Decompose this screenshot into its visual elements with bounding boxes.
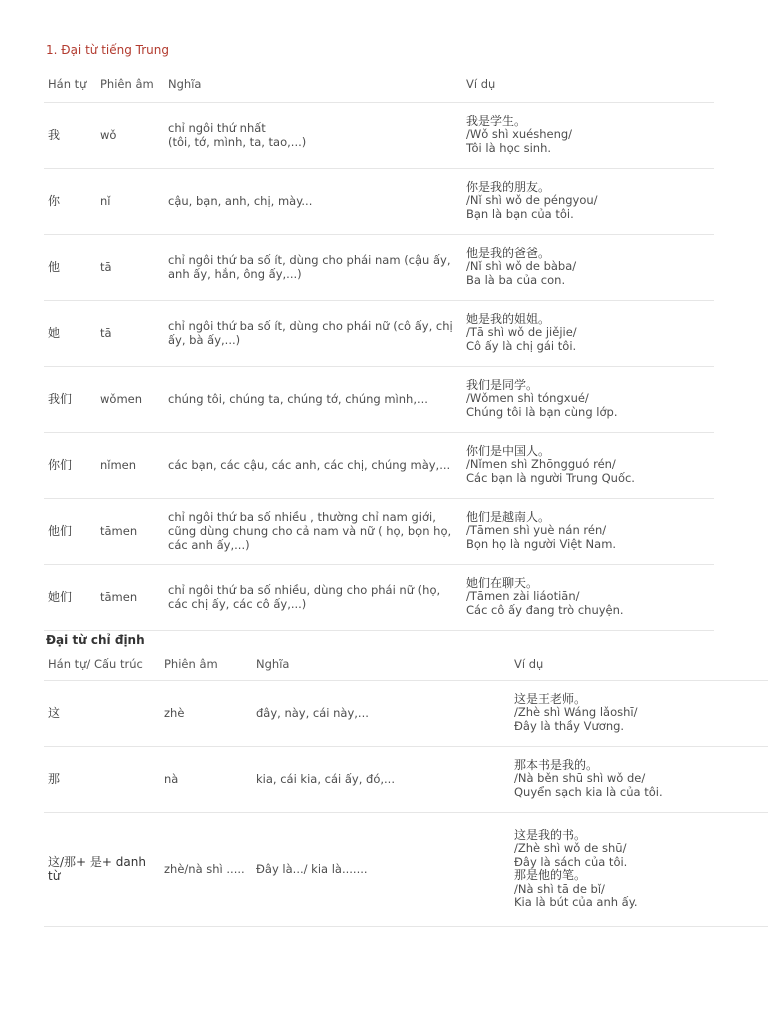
example-translation: Quyển sạch kia là của tôi. [514, 784, 663, 799]
table-row [44, 366, 714, 432]
han-tu-cell: 我们 [44, 366, 96, 432]
example-translation: Các cô ấy đang trò chuyện. [466, 602, 624, 617]
example-cell [462, 366, 714, 432]
example-chinese: 她们在聊天。 [466, 575, 539, 590]
table-row [44, 746, 768, 812]
example-translation: Cô ấy là chị gái tôi. [466, 338, 577, 353]
section-subtitle: Đại từ chỉ định [46, 633, 145, 647]
meaning-cell: chúng tôi, chúng ta, chúng tớ, chúng mình,... [164, 366, 462, 432]
pinyin-cell: tā [96, 300, 164, 366]
meaning-cell: chỉ ngôi thứ ba số ít, dùng cho phái nam (cậu ấy, anh ấy, hắn, ông ấy,...) [164, 234, 462, 300]
example-translation: Đây là sách của tôi. [514, 854, 628, 869]
example-chinese: 我是学生。 [466, 113, 527, 128]
han-tu-cell: 这 [44, 680, 160, 746]
table-row [44, 564, 714, 630]
column-header-phien-am: Phiên âm [164, 656, 218, 671]
meaning-cell: chỉ ngôi thứ ba số nhiều , thường chỉ nam giới, cũng dùng chung cho cả nam và nữ ( họ, bọn họ, các anh ấy,...) [164, 498, 462, 564]
example-cell [462, 102, 714, 168]
example-pinyin: /Wǒ shì xuésheng/ [466, 127, 573, 142]
table-row [44, 300, 714, 366]
meaning-cell: chỉ ngôi thứ ba số ít, dùng cho phái nữ (cô ấy, chị ấy, bà ấy,...) [164, 300, 462, 366]
pinyin-cell: nà [160, 746, 252, 812]
example-translation: Ba là ba của con. [466, 272, 566, 287]
table-row [44, 498, 714, 564]
han-tu-cell: 那 [44, 746, 160, 812]
example-pinyin: /Zhè shì Wáng lǎoshī/ [514, 705, 638, 720]
example-cell [462, 234, 714, 300]
example-chinese: 这是我的书。 [514, 827, 587, 842]
example-cell [510, 812, 768, 926]
example-pinyin: /Zhè shì wǒ de shū/ [514, 841, 627, 855]
section-title: 1. Đại từ tiếng Trung [46, 43, 169, 57]
example-pinyin: /Tāmen shì yuè nán rén/ [466, 523, 607, 538]
example-chinese: 他们是越南人。 [466, 509, 551, 524]
pinyin-cell: tāmen [96, 564, 164, 630]
example-cell [462, 168, 714, 234]
example-chinese: 这是王老师。 [514, 691, 587, 706]
meaning-cell: cậu, bạn, anh, chị, mày... [164, 168, 462, 234]
example-chinese: 那本书是我的。 [514, 757, 599, 772]
example-pinyin: /Nǐ shì wǒ de bàba/ [466, 259, 577, 274]
han-tu-cell: 他们 [44, 498, 96, 564]
example-translation: Bạn là bạn của tôi. [466, 206, 574, 221]
table-row [44, 812, 768, 926]
example-cell [510, 746, 768, 812]
column-header-vi-du: Ví dụ [514, 656, 544, 671]
example-chinese: 我们是同学。 [466, 377, 539, 392]
example-cell [462, 432, 714, 498]
example-cell [462, 300, 714, 366]
example-pinyin: /Nǐmen shì Zhōngguó rén/ [466, 457, 616, 472]
example-chinese: 那是他的笔。 [514, 868, 587, 882]
column-header-phien-am: Phiên âm [100, 76, 154, 91]
example-translation: Tôi là học sinh. [466, 140, 552, 155]
pinyin-cell: tā [96, 234, 164, 300]
column-header-han-tu: Hán tự [48, 76, 87, 91]
demonstrative-table [44, 648, 768, 927]
meaning-cell: đây, này, cái này,... [252, 680, 510, 746]
han-tu-cell: 他 [44, 234, 96, 300]
pinyin-cell: wǒ [96, 102, 164, 168]
example-chinese: 你们是中国人。 [466, 443, 551, 458]
example-chinese: 她是我的姐姐。 [466, 311, 551, 326]
meaning-cell: chỉ ngôi thứ ba số nhiều, dùng cho phái nữ (họ, các chị ấy, các cô ấy,...) [164, 564, 462, 630]
table-row [44, 680, 768, 746]
example-pinyin: /Tāmen zài liáotiān/ [466, 589, 580, 604]
table-row [44, 102, 714, 168]
pinyin-cell: zhè/nà shì ..... [160, 812, 252, 926]
example-chinese: 你是我的朋友。 [466, 179, 551, 194]
example-cell [462, 498, 714, 564]
column-header-nghia: Nghĩa [256, 656, 290, 671]
example-pinyin: /Wǒmen shì tóngxué/ [466, 391, 589, 406]
example-pinyin: /Nà běn shū shì wǒ de/ [514, 771, 646, 786]
pinyin-cell: nǐmen [96, 432, 164, 498]
table-row [44, 234, 714, 300]
column-header-vi-du: Ví dụ [466, 76, 496, 91]
example-pinyin: /Nà shì tā de bǐ/ [514, 881, 605, 896]
meaning-cell: kia, cái kia, cái ấy, đó,... [252, 746, 510, 812]
meaning-cell: các bạn, các cậu, các anh, các chị, chúng mày,... [164, 432, 462, 498]
column-header-nghia: Nghĩa [168, 76, 202, 91]
han-tu-cell: 我 [44, 102, 96, 168]
example-cell [462, 564, 714, 630]
example-cell [510, 680, 768, 746]
example-chinese: 他是我的爸爸。 [466, 245, 551, 260]
example-pinyin: /Tā shì wǒ de jiějie/ [466, 325, 577, 340]
han-tu-cell: 你 [44, 168, 96, 234]
example-translation: Chúng tôi là bạn cùng lớp. [466, 404, 618, 419]
han-tu-cell: 她 [44, 300, 96, 366]
table-row [44, 432, 714, 498]
pinyin-cell: wǒmen [96, 366, 164, 432]
pinyin-cell: nǐ [96, 168, 164, 234]
example-translation: Đây là thầy Vương. [514, 718, 625, 733]
pinyin-cell: tāmen [96, 498, 164, 564]
column-header-han-tu-cau-truc: Hán tự/ Cấu trúc [48, 656, 143, 671]
example-translation: Bọn họ là người Việt Nam. [466, 536, 617, 551]
han-tu-cell: 她们 [44, 564, 96, 630]
example-translation: Kia là bút của anh ấy. [514, 895, 638, 909]
pronoun-table [44, 66, 714, 631]
han-tu-cell: 这/那+ 是+ danh từ [44, 812, 160, 926]
pinyin-cell: zhè [160, 680, 252, 746]
example-pinyin: /Nǐ shì wǒ de péngyou/ [466, 193, 598, 208]
table-row [44, 168, 714, 234]
meaning-cell: chỉ ngôi thứ nhất (tôi, tớ, mình, ta, tao,...) [164, 102, 462, 168]
meaning-cell: Đây là.../ kia là....... [252, 812, 510, 926]
han-tu-cell: 你们 [44, 432, 96, 498]
example-translation: Các bạn là người Trung Quốc. [466, 470, 635, 485]
